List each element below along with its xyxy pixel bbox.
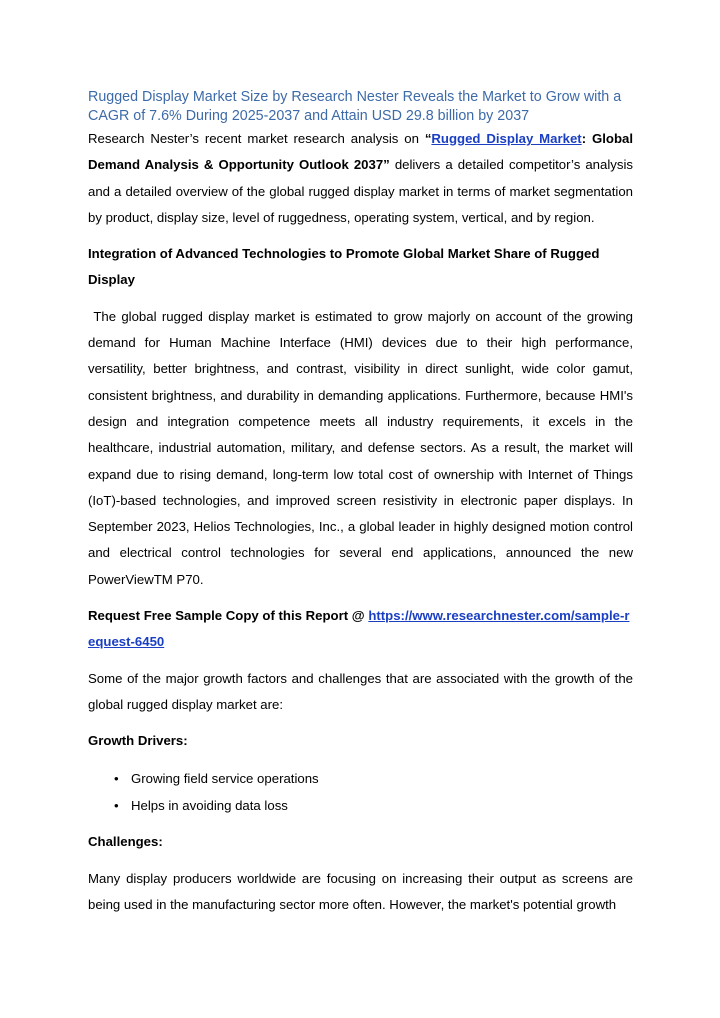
- sample-request-link[interactable]: https://www.researchnester.com/sample-request-6450: [88, 608, 630, 650]
- intro-prefix: Research Nester’s recent market research analysis on: [88, 131, 425, 146]
- list-item: [88, 792, 633, 819]
- section-heading: Integration of Advanced Technologies to Promote Global Market Share of Rugged Display: [88, 246, 600, 288]
- list-item-label: Growing field service operations: [131, 770, 319, 786]
- challenges-heading: Challenges:: [88, 833, 163, 849]
- sample-request-label: Request Free Sample Copy of this Report @: [88, 608, 369, 624]
- intro-suffix: delivers a detailed competitor’s analysis and a detailed overview of the global rugged display market in terms of market segmentation by product, display size, level of ruggedness, operating system, vertical, and by region.: [88, 157, 633, 225]
- growth-drivers-list: [88, 765, 633, 819]
- intro-report-title: : Global Demand Analysis & Opportunity Outlook 2037”: [88, 131, 633, 173]
- growth-drivers-heading: Growth Drivers:: [88, 733, 188, 749]
- list-item: [88, 765, 633, 792]
- list-item-label: Helps in avoiding data loss: [131, 797, 288, 813]
- intro-quote-open: “: [424, 131, 432, 146]
- intro-paragraph: [88, 126, 633, 231]
- bullet-icon: •: [114, 770, 119, 786]
- document-title: Rugged Display Market Size by Research Nester Reveals the Market to Grow with a CAGR of 7.6% During 2025-2037 and Attain USD 29.8 billion by 2037: [88, 89, 622, 124]
- bullet-icon: •: [114, 797, 119, 813]
- section-paragraph: The global rugged display market is estimated to grow majorly on account of the growing demand for Human Machine Interface (HMI) devices due to their high performance, versatility, better brightness, and contrast, visibility in direct sunlight, wide color gamut, consistent brightness, and durability in demanding applications. Furthermore, because HMI's design and integration competence meets all industry requirements, it excels in the healthcare, industrial automation, military, and defense sectors. As a result, the market will expand due to rising demand, long-term low total cost of ownership with Internet of Things (IoT)-based technologies, and improved screen resistivity in electronic paper displays. In September 2023, Helios Technologies, Inc., a global leader in highly designed motion control and electrical control technologies for several end applications, announced the new PowerViewTM P70.: [88, 308, 637, 587]
- rugged-display-market-link[interactable]: Rugged Display Market: [431, 131, 582, 146]
- growth-intro-paragraph: Some of the major growth factors and challenges that are associated with the growth of the global rugged display market are:: [88, 670, 633, 712]
- challenges-paragraph: Many display producers worldwide are focusing on increasing their output as screens are being used in the manufacturing sector more often. However, the market's potential growth: [88, 870, 633, 913]
- document-page: [88, 88, 637, 918]
- sample-request-line: [88, 603, 633, 656]
